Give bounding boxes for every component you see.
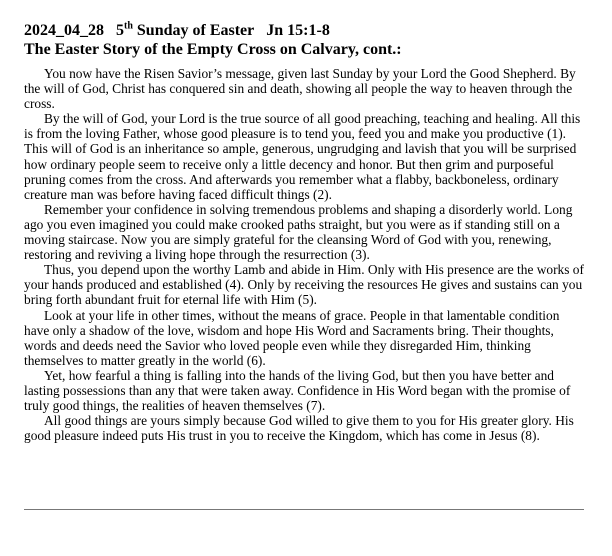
paragraph-2: By the will of God, your Lord is the true source of all good preaching, teaching and healing. All this is from the loving Father, whose good pleasure is to tend you, feed you and make you productive (1). This will of God is an inheritance so ample, generous, ungrudging and lavish that you will be surprised how ordinary people seem to receive only a little decency and honor. But then grim and purposeful pruning comes from the cross. And afterwards you remember what a flabby, backboneless, ordinary creature man was before having faced difficult things (2).	[24, 111, 581, 202]
document-body	[24, 66, 584, 443]
paragraph-3: Remember your confidence in solving tremendous problems and shaping a disorderly world. Long ago you even imagined you could make crooked paths straight, but you were as if standing still on a moving staircase. Now you are simply grateful for the cleansing Word of God with you, renewing, restoring and reviving a living hope through the resurrection (3).	[24, 201, 573, 263]
paragraph-1: You now have the Risen Savior’s message, given last Sunday by your Lord the Good Shepherd. By the will of God, Christ has conquered sin and death, showing all people the way to heaven through the cross.	[24, 66, 576, 112]
header-ordinal-suffix: th	[124, 20, 133, 32]
bottom-divider	[24, 509, 584, 510]
header-occasion: Sunday of Easter	[136, 22, 255, 39]
paragraph-7: All good things are yours simply because God willed to give them to you for His greater glory. His good pleasure indeed puts His trust in you to receive the Kingdom, which has come in Jesus (8).	[24, 413, 574, 444]
header-line	[24, 21, 584, 40]
document-title: The Easter Story of the Empty Cross on Calvary, cont.:	[24, 41, 402, 58]
header-reading: Jn 15:1-8	[266, 22, 330, 39]
header-date: 2024_04_28	[24, 22, 104, 39]
header-ordinal: 5	[116, 22, 124, 39]
paragraph-6: Yet, how fearful a thing is falling into the hands of the living God, but then you have better and lasting possessions than any that were taken away. Confidence in His Word began with the promise of truly good things, the realities of heaven themselves (7).	[24, 367, 571, 414]
paragraph-4: Thus, you depend upon the worthy Lamb and abide in Him. Only with His presence are the works of your hands produced and established (4). Only by receiving the resources He gives and sustains can you bring forth abundant fruit for eternal life with Him (5).	[24, 262, 584, 308]
paragraph-5: Look at your life in other times, without the means of grace. People in that lamentable condition have only a shadow of the love, wisdom and hope His Word and Sacraments bring. Their thoughts, words and deeds need the Savior who loved people even while they disregarded Him, thinking themselves to matter greatly in the world (6).	[24, 307, 560, 368]
